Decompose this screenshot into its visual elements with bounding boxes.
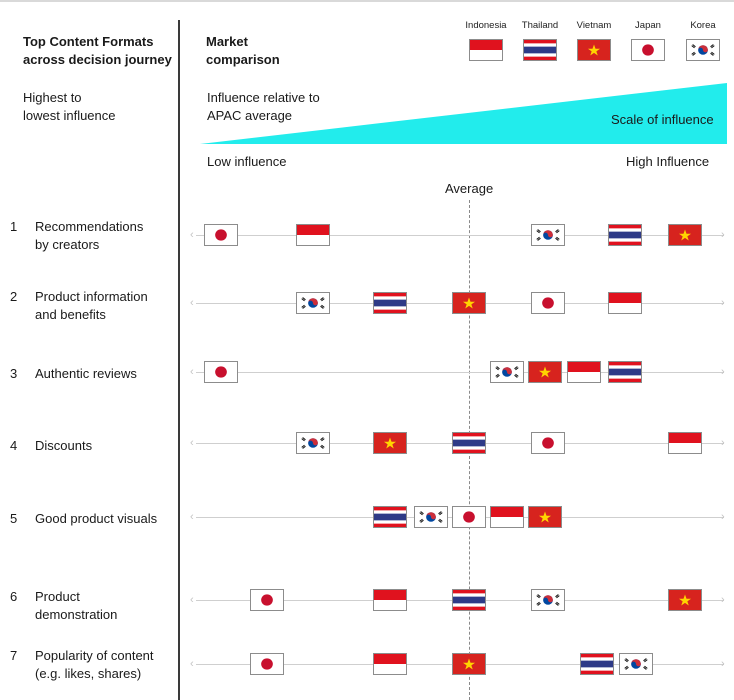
legend-item-japan	[618, 20, 678, 32]
row-axis-right-arrow-icon: ›	[721, 437, 725, 449]
row-axis-left-arrow-icon: ‹	[190, 511, 194, 523]
point-japan-row-6	[250, 589, 284, 611]
point-korea-row-3	[490, 361, 524, 383]
row-axis-line	[196, 235, 724, 236]
point-vietnam-row-6	[668, 589, 702, 611]
point-korea-row-6	[531, 589, 565, 611]
row-axis-right-arrow-icon: ›	[721, 229, 725, 241]
point-korea-row-7	[619, 653, 653, 675]
korea-flag-icon	[686, 39, 720, 61]
row-label-7: Popularity of content (e.g. likes, shares)	[35, 648, 154, 681]
point-thailand-row-6	[452, 589, 486, 611]
legend-item-korea	[673, 20, 733, 32]
influence-text: Influence relative to APAC average	[207, 90, 320, 123]
point-vietnam-row-4	[373, 432, 407, 454]
row-rank-7: 7	[10, 648, 18, 663]
row-axis-left-arrow-icon: ‹	[190, 366, 194, 378]
legend-label-indonesia: Indonesia	[465, 20, 507, 31]
point-indonesia-row-2	[608, 292, 642, 314]
row-axis-line	[196, 372, 724, 373]
row-label-2: Product information and benefits	[35, 289, 148, 322]
row-axis-right-arrow-icon: ›	[721, 594, 725, 606]
row-rank-4: 4	[10, 438, 18, 453]
point-indonesia-row-3	[567, 361, 601, 383]
point-indonesia-row-5	[490, 506, 524, 528]
point-thailand-row-5	[373, 506, 407, 528]
legend-label-vietnam: Vietnam	[576, 20, 612, 31]
legend-label-thailand: Thailand	[521, 20, 559, 31]
row-rank-3: 3	[10, 366, 18, 381]
point-vietnam-row-1	[668, 224, 702, 246]
row-axis-left-arrow-icon: ‹	[190, 437, 194, 449]
row-axis-right-arrow-icon: ›	[721, 511, 725, 523]
point-indonesia-row-4	[668, 432, 702, 454]
low-influence-label: Low influence	[207, 154, 287, 169]
row-label-3: Authentic reviews	[35, 366, 137, 381]
legend-item-thailand	[510, 20, 570, 32]
point-japan-row-7	[250, 653, 284, 675]
point-vietnam-row-3	[528, 361, 562, 383]
point-korea-row-5	[414, 506, 448, 528]
point-japan-row-4	[531, 432, 565, 454]
legend-label-korea: Korea	[690, 20, 716, 31]
point-japan-row-3	[204, 361, 238, 383]
row-axis-right-arrow-icon: ›	[721, 658, 725, 670]
row-axis-left-arrow-icon: ‹	[190, 297, 194, 309]
row-rank-6: 6	[10, 589, 18, 604]
japan-flag-icon	[631, 39, 665, 61]
high-influence-label: High Influence	[626, 154, 710, 169]
point-vietnam-row-2	[452, 292, 486, 314]
point-vietnam-row-5	[528, 506, 562, 528]
row-label-5: Good product visuals	[35, 511, 158, 526]
point-thailand-row-4	[452, 432, 486, 454]
point-korea-row-2	[296, 292, 330, 314]
row-label-1: Recommendations by creators	[35, 219, 144, 252]
point-indonesia-row-7	[373, 653, 407, 675]
left-header-subtitle: Highest to lowest influence	[23, 90, 116, 123]
point-korea-row-4	[296, 432, 330, 454]
point-thailand-row-2	[373, 292, 407, 314]
row-axis-right-arrow-icon: ›	[721, 297, 725, 309]
column-divider	[178, 20, 180, 700]
left-header-title: Top Content Formats across decision journey	[23, 34, 172, 67]
legend-item-vietnam	[564, 20, 624, 32]
point-korea-row-1	[531, 224, 565, 246]
thailand-flag-icon	[523, 39, 557, 61]
point-japan-row-2	[531, 292, 565, 314]
row-rank-2: 2	[10, 289, 18, 304]
average-label: Average	[445, 181, 494, 196]
legend-item-indonesia	[456, 20, 516, 32]
row-rank-5: 5	[10, 511, 18, 526]
row-axis-left-arrow-icon: ‹	[190, 594, 194, 606]
point-vietnam-row-7	[452, 653, 486, 675]
market-header-title: Market comparison	[206, 34, 280, 67]
point-thailand-row-1	[608, 224, 642, 246]
row-rank-1: 1	[10, 219, 18, 234]
row-label-6: Product demonstration	[35, 589, 118, 622]
indonesia-flag-icon	[469, 39, 503, 61]
row-axis-right-arrow-icon: ›	[721, 366, 725, 378]
point-indonesia-row-1	[296, 224, 330, 246]
point-japan-row-5	[452, 506, 486, 528]
top-rule	[0, 0, 734, 2]
point-thailand-row-3	[608, 361, 642, 383]
legend-label-japan: Japan	[635, 20, 661, 31]
row-axis-left-arrow-icon: ‹	[190, 229, 194, 241]
row-label-4: Discounts	[35, 438, 93, 453]
point-japan-row-1	[204, 224, 238, 246]
point-thailand-row-7	[580, 653, 614, 675]
row-axis-left-arrow-icon: ‹	[190, 658, 194, 670]
scale-label: Scale of influence	[611, 112, 714, 127]
point-indonesia-row-6	[373, 589, 407, 611]
vietnam-flag-icon	[577, 39, 611, 61]
